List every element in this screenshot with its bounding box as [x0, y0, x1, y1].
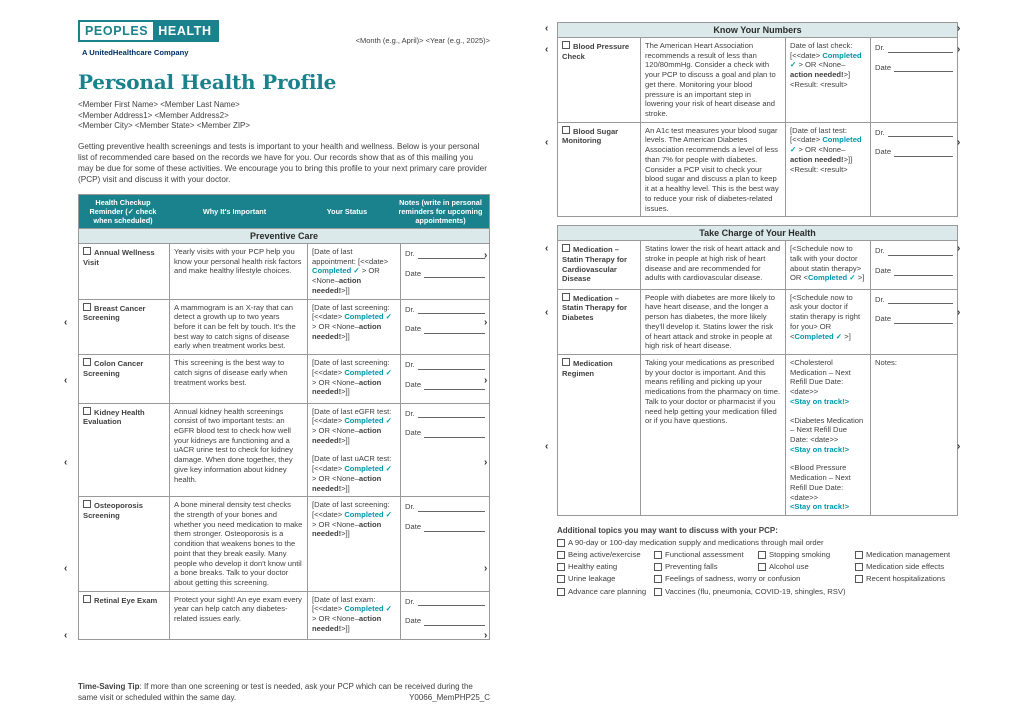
intro-paragraph: Getting preventive health screenings and tests is important to your health and wellness. Below is your personal list of recommended care based on the records we have for you. Our records show that as of this mailing you may be due for some of these activities. We encourage you to bring this profile to your next primary care provider (PCP) visit and discuss it with your doctor.: [78, 141, 487, 184]
status-text: [<Schedule now to ask your doctor if statin therapy is right for you> OR <Completed ✓ >]: [785, 290, 870, 354]
chevron-left-icon: ‹: [545, 441, 549, 452]
row-title: Osteoporosis Screening: [83, 501, 143, 520]
why-text: Yearly visits with your PCP help you know your personal health risk factors and make healthy lifestyle choices.: [169, 244, 307, 299]
topic-item: Advance care planning: [557, 587, 654, 597]
row-title: Kidney Health Evaluation: [83, 407, 145, 427]
dr-write-line[interactable]: [888, 295, 953, 304]
header-your-status: Your Status: [326, 206, 368, 216]
company-tagline: A UnitedHealthcare Company: [82, 48, 189, 57]
chevron-left-icon: ‹: [64, 317, 68, 328]
chevron-right-icon: ›: [957, 44, 961, 55]
checkbox-icon[interactable]: [562, 41, 570, 49]
checkbox-icon[interactable]: [562, 293, 570, 301]
checkbox-icon[interactable]: [855, 563, 863, 571]
topic-item: Preventing falls: [654, 562, 758, 572]
why-text: The American Heart Association recommends a result of less than 120/80mmHg. Consider a check with your PCP to discuss a goal and plan to get there. Monitoring your blood pressure is an important step in lowering your risk of heart disease and stroke.: [640, 38, 785, 122]
date-write-line[interactable]: [424, 269, 485, 278]
notes-cell: [400, 592, 489, 639]
why-text: Statins lower the risk of heart attack and stroke in people at high risk of heart disease and are recommended for adults with cardiovascular disease.: [640, 241, 785, 288]
logo-word-peoples: PEOPLES: [85, 24, 149, 38]
chevron-left-icon: ‹: [64, 457, 68, 468]
status-text: [Date of last test: [<<date> Completed ✓ > OR <None–action needed!>]] <Result: <result>: [785, 123, 870, 216]
notes-cell: [870, 123, 957, 216]
row-title: Blood Pressure Check: [562, 42, 630, 61]
table-row-kidney-health-evaluation: [79, 403, 489, 497]
page-left: [78, 20, 490, 702]
chevron-right-icon: ›: [957, 441, 961, 452]
checkbox-icon[interactable]: [83, 407, 91, 415]
checkbox-icon[interactable]: [83, 247, 91, 255]
dr-label: Dr.: [405, 596, 415, 606]
topic-item: Recent hospitalizations: [855, 574, 958, 584]
checkbox-icon[interactable]: [758, 563, 766, 571]
status-text: [Date of last screening: [<<date> Completed ✓ > OR <None–action needed!>]]: [307, 300, 400, 355]
date-write-line[interactable]: [894, 63, 953, 72]
checkbox-icon[interactable]: [562, 126, 570, 134]
table-header-row: [79, 195, 489, 228]
take-charge-table: [557, 225, 961, 516]
why-text: Protect your sight! An eye exam every year can help catch any diabetes-related issues early.: [169, 592, 307, 639]
logo-word-health: HEALTH: [153, 22, 216, 40]
header-why-important: Why It's Important: [202, 206, 267, 216]
checkbox-icon[interactable]: [654, 588, 662, 596]
date-label: Date: [405, 379, 422, 389]
table-row-statin-cardiovascular: [558, 240, 957, 288]
mail-date-placeholder: <Month (e.g., April)> <Year (e.g., 2025)>: [355, 36, 490, 45]
date-write-line[interactable]: [424, 325, 485, 334]
chevron-right-icon: ›: [484, 317, 488, 328]
checkbox-icon[interactable]: [654, 551, 662, 559]
checkbox-icon[interactable]: [557, 539, 565, 547]
row-title: Annual Wellness Visit: [83, 247, 155, 267]
table-row-medication-regimen: [558, 354, 957, 515]
row-title: Retinal Eye Exam: [94, 595, 158, 605]
date-write-line[interactable]: [424, 429, 485, 438]
checkbox-icon[interactable]: [654, 575, 662, 583]
row-title: Medication Regimen: [562, 358, 613, 378]
checkbox-icon[interactable]: [562, 244, 570, 252]
topic-item: Functional assessment: [654, 550, 758, 560]
checkbox-icon[interactable]: [83, 358, 91, 366]
chevron-right-icon: ›: [484, 457, 488, 468]
member-city-line: <Member City> <Member State> <Member ZIP>: [78, 121, 251, 131]
peoples-health-logo: [78, 20, 219, 42]
chevron-left-icon: ‹: [545, 23, 549, 34]
notes-cell: [870, 38, 957, 122]
date-label: Date: [405, 522, 422, 531]
checkbox-icon[interactable]: [654, 563, 662, 571]
page-right: [557, 22, 961, 596]
chevron-left-icon: ‹: [545, 137, 549, 148]
checkbox-icon[interactable]: [557, 575, 565, 583]
chevron-left-icon: ‹: [545, 243, 549, 254]
dr-label: Dr.: [405, 248, 415, 258]
dr-label: Dr.: [875, 127, 885, 137]
header-notes: Notes (write in personal reminders for upcoming appointments): [398, 197, 483, 225]
dr-label: Dr.: [405, 408, 415, 418]
chevron-left-icon: ‹: [64, 563, 68, 574]
dr-label: Dr.: [405, 360, 415, 370]
table-row-colon-cancer-screening: [79, 354, 489, 402]
dr-label: Dr.: [405, 304, 415, 314]
table-row-osteoporosis-screening: [79, 496, 489, 590]
header-checkup-reminder: Health Checkup Reminder (✓ check when scheduled): [89, 197, 157, 225]
table-row-blood-pressure-check: [558, 37, 957, 122]
why-text: A bone mineral density test checks the strength of your bones and whether you need medication to make them stronger. Osteoporosis is a condition that weakens bones to the point that they break easily. Many people who develop it don't know until a bone breaks. Talk to your doctor about getting this screening.: [169, 497, 307, 590]
dr-write-line[interactable]: [418, 597, 485, 606]
dr-write-line[interactable]: [888, 44, 953, 53]
member-address-line: <Member Address1> <Member Address2>: [78, 110, 229, 120]
dr-label: Dr.: [875, 43, 885, 52]
dr-write-line[interactable]: [418, 409, 485, 418]
status-text: [<Schedule now to talk with your doctor about statin therapy> OR <Completed ✓ >]: [785, 241, 870, 288]
time-saving-tip: [78, 682, 490, 703]
status-text: [Date of last screening: [<<date> Completed ✓ > OR <None–action needed!>]]: [307, 355, 400, 402]
dr-label: Dr.: [875, 246, 885, 256]
topic-item: Urine leakage: [557, 574, 654, 584]
notes-cell: [400, 355, 489, 402]
status-text: [Date of last appointment: [<<date> Completed ✓ > OR <None–action needed!>]]: [307, 244, 400, 299]
row-title: Medication – Statin Therapy for Diabetes: [562, 293, 627, 323]
know-your-numbers-table: [557, 22, 961, 217]
section-band-preventive-care: Preventive Care: [79, 228, 489, 243]
why-text: Annual kidney health screenings consist of two important tests: an eGFR blood test to check how well your kidneys are functioning and a uACR urine test to check for kidney damage. When done together, they give key information about kidney health.: [169, 404, 307, 497]
chevron-right-icon: ›: [484, 563, 488, 574]
date-label: Date: [405, 616, 422, 626]
section-band-take-charge: Take Charge of Your Health: [558, 226, 957, 240]
why-text: An A1c test measures your blood sugar levels. The American Diabetes Association recommends a level of less than 7% for people with diabetes. Consider a PCP visit to check your blood sugar and discuss a plan to keep it at a healthy level. This is the best way to reduce your risk of diabetes-related issues.: [640, 123, 785, 216]
topic-item: Alcohol use: [758, 562, 855, 572]
checkbox-icon[interactable]: [758, 551, 766, 559]
why-text: A mammogram is an X-ray that can detect a growth up to two years before it can be felt by touch. It's the best way to catch signs of disease early when treatment works best.: [169, 300, 307, 355]
topic-item: Feelings of sadness, worry or confusion: [654, 574, 855, 584]
chevron-left-icon: ‹: [64, 375, 68, 386]
date-label: Date: [405, 268, 422, 278]
date-write-line[interactable]: [894, 267, 953, 276]
topics-heading: Additional topics you may want to discuss with your PCP:: [557, 526, 778, 536]
date-label: Date: [405, 428, 422, 438]
topic-item: Being active/exercise: [557, 550, 654, 560]
table-row-retinal-eye-exam: [79, 591, 489, 639]
notes-label-cell: Notes:: [870, 355, 957, 515]
form-code: Y0066_MemPHP25_C: [409, 692, 490, 702]
notes-cell: [400, 497, 489, 590]
chevron-right-icon: ›: [484, 375, 488, 386]
topic-item: Stopping smoking: [758, 550, 855, 560]
date-label: Date: [875, 147, 892, 157]
row-title: Colon Cancer Screening: [83, 359, 144, 378]
topic-item: Vaccines (flu, pneumonia, COVID-19, shingles, RSV): [654, 587, 958, 597]
notes-cell: [870, 290, 957, 354]
topic-item: Medication side effects: [855, 562, 958, 572]
dr-label: Dr.: [405, 502, 415, 512]
dr-write-line[interactable]: [418, 250, 488, 261]
date-write-line[interactable]: [894, 148, 953, 157]
checkbox-icon[interactable]: [83, 303, 91, 311]
chevron-left-icon: ‹: [545, 307, 549, 318]
chevron-right-icon: ›: [957, 243, 961, 254]
topic-item: Medication management: [855, 550, 958, 560]
topic-item: Healthy eating: [557, 562, 654, 572]
table-row-blood-sugar-monitoring: [558, 122, 957, 216]
checkbox-icon[interactable]: [855, 575, 863, 583]
dr-write-line[interactable]: [888, 247, 953, 256]
date-write-line[interactable]: [424, 381, 485, 390]
date-write-line[interactable]: [894, 315, 953, 324]
member-name-line: <Member First Name> <Member Last Name>: [78, 100, 240, 109]
checkbox-icon[interactable]: [83, 500, 91, 508]
tip-label: Time-Saving Tip: [78, 682, 140, 691]
dr-write-line[interactable]: [418, 305, 485, 314]
chevron-right-icon: ›: [484, 250, 488, 261]
chevron-right-icon: ›: [957, 137, 961, 148]
chevron-right-icon: ›: [957, 307, 961, 318]
checkbox-icon[interactable]: [562, 358, 570, 366]
row-title: Blood Sugar Monitoring: [562, 126, 619, 146]
dr-write-line[interactable]: [418, 361, 485, 370]
table-row-annual-wellness-visit: [79, 243, 489, 299]
chevron-left-icon: ‹: [64, 630, 68, 641]
table-row-statin-diabetes: [558, 289, 957, 354]
status-text: Date of last check: [<<date> Completed ✓ > OR <None–action needed!>] <Result: <result>: [785, 38, 870, 122]
why-text: This screening is the best way to catch signs of disease early when treatment works best.: [169, 355, 307, 402]
checkbox-icon[interactable]: [557, 551, 565, 559]
date-label: Date: [405, 324, 422, 334]
checkbox-icon[interactable]: [557, 563, 565, 571]
chevron-right-icon: ›: [484, 630, 488, 641]
chevron-right-icon: ›: [957, 23, 961, 34]
member-address-block: [78, 100, 490, 132]
row-title: Medication – Statin Therapy for Cardiovascular Disease: [562, 245, 627, 284]
notes-cell: [400, 404, 489, 497]
date-label: Date: [875, 314, 892, 324]
dr-label: Dr.: [875, 294, 885, 304]
status-text: [Date of last exam: [<<date> Completed ✓ > OR <None–action needed!>]]: [307, 592, 400, 639]
notes-cell: [870, 241, 957, 288]
date-label: Date: [875, 62, 892, 72]
section-band-know-your-numbers: Know Your Numbers: [558, 23, 957, 37]
table-row-breast-cancer-screening: [79, 299, 489, 355]
checkbox-icon[interactable]: [855, 551, 863, 559]
date-write-line[interactable]: [424, 523, 485, 532]
date-label: Date: [875, 265, 892, 275]
notes-cell: [400, 244, 489, 299]
additional-topics: [557, 526, 958, 596]
dr-write-line[interactable]: [418, 503, 485, 512]
status-text: [Date of last screening: [<<date> Completed ✓ > OR <None–action needed!>]]: [307, 497, 400, 590]
status-text: <Cholesterol Medication – Next Refill Due Date: <date>> <Stay on track!> <Diabetes Medication – Next Refill Due Date: <date>> <Stay on track!> <Blood Pressure Medication – Next Refill Due Date: <date>> <Stay on track!>: [785, 355, 870, 515]
checkbox-icon[interactable]: [83, 595, 91, 603]
status-text: [Date of last eGFR test: [<<date> Completed ✓ > OR <None–action needed!>]] [Date of last uACR test: [<<date> Completed ✓ > OR <None–action needed!>]]: [307, 404, 400, 497]
date-write-line[interactable]: [424, 617, 485, 626]
why-text: People with diabetes are more likely to have heart disease, and the longer a person has diabetes, the more likely they'll develop it. Statins lower the risk of heart attack and stroke in people at high risk of heart disease.: [640, 290, 785, 354]
page-title: Personal Health Profile: [78, 70, 337, 94]
tip-text: : If more than one screening or test is needed, ask your PCP which can be received during the same visit or scheduled within the same day.: [78, 682, 473, 702]
dr-write-line[interactable]: [888, 128, 953, 137]
why-text: Taking your medications as prescribed by your doctor is important. And this means refilling and picking up your medications from the pharmacy on time. Talk to your doctor or pharmacist if you need help getting your medication filled or if you have questions.: [640, 355, 785, 515]
notes-cell: [400, 300, 489, 355]
topic-item: A 90-day or 100-day medication supply and medications through mail order: [557, 538, 958, 548]
row-title: Breast Cancer Screening: [83, 303, 146, 323]
preventive-care-table: [78, 194, 490, 641]
chevron-left-icon: ‹: [545, 44, 549, 55]
checkbox-icon[interactable]: [557, 588, 565, 596]
